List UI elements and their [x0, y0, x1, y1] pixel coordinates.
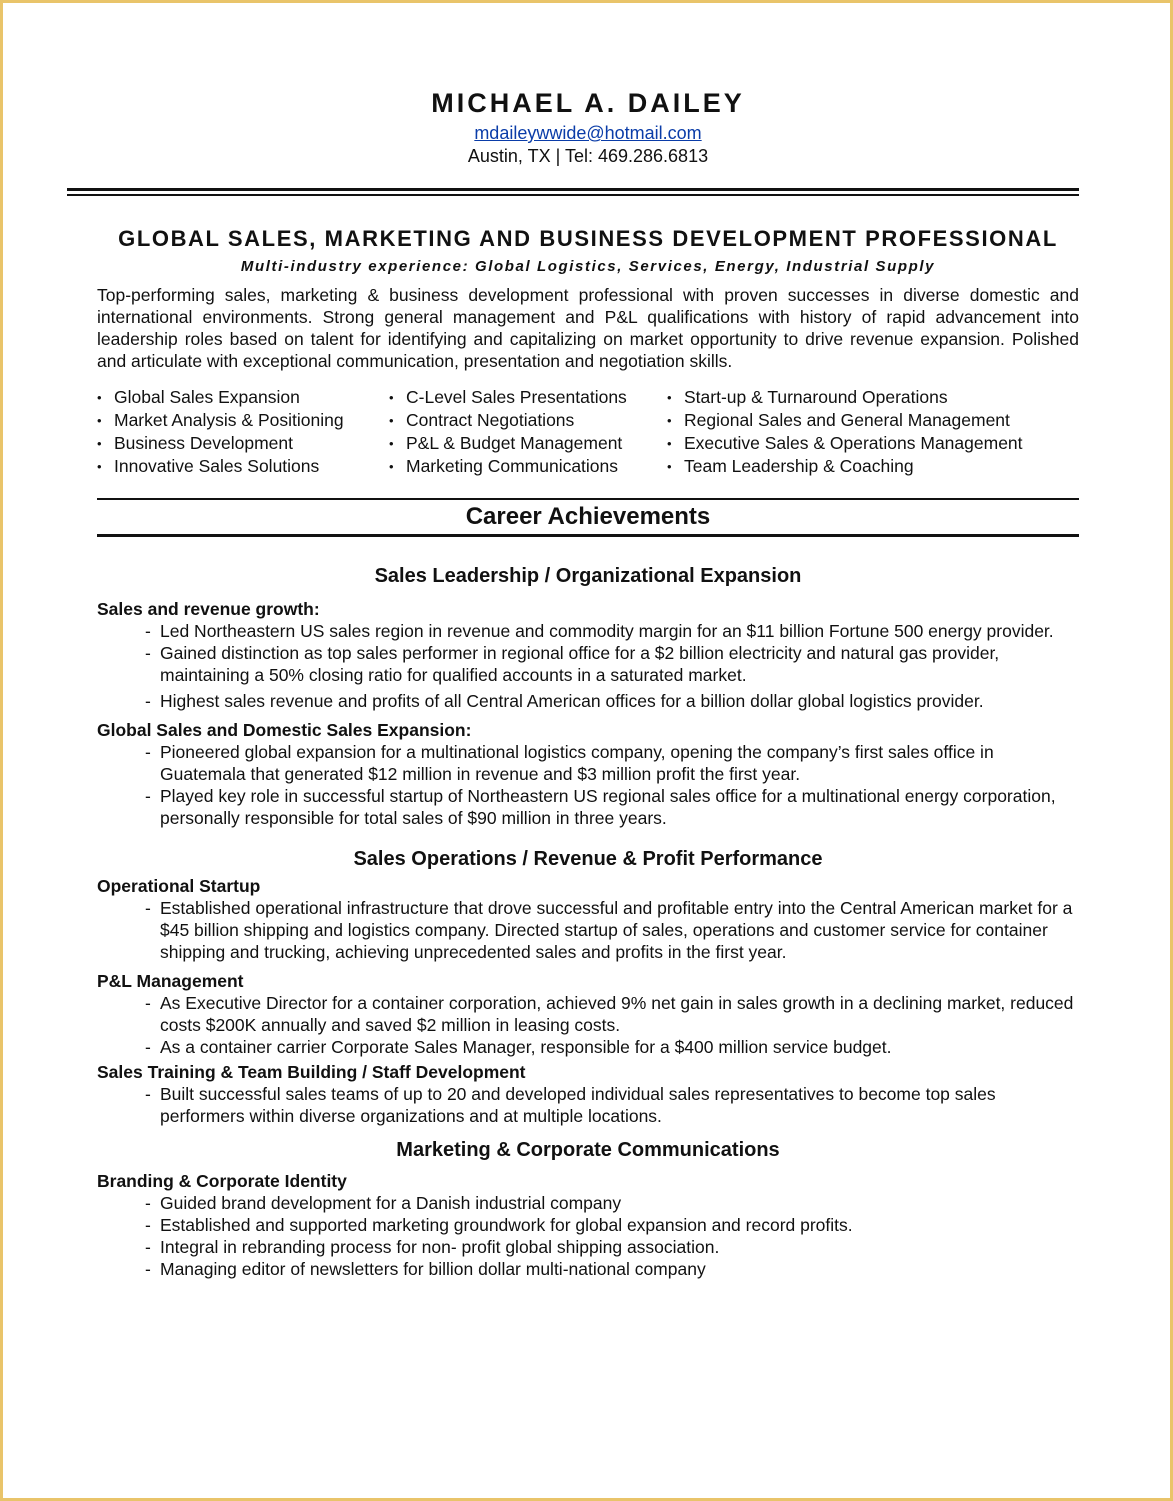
achievement-list: [97, 620, 1079, 712]
block-heading: Sales Training & Team Building / Staff Development: [97, 1062, 526, 1082]
list-item: - Pioneered global expansion for a multinational logistics company, opening the company’s first sales office in Guatemala that generated $12 million in revenue and $3 million profit the first year.: [145, 741, 1079, 785]
skill-item: • Marketing Communications: [389, 455, 667, 478]
skill-item: • Market Analysis & Positioning: [97, 409, 389, 432]
list-item: - Managing editor of newsletters for billion dollar multi-national company: [145, 1258, 1079, 1280]
list-item: - Integral in rebranding process for non- profit global shipping association.: [145, 1236, 1079, 1258]
divider-line-thin: [67, 194, 1079, 196]
skills-column-2: [389, 386, 667, 478]
list-item: - As Executive Director for a container corporation, achieved 9% net gain in sales growth in a declining market, reduced costs $200K annually and saved $2 million in leasing costs.: [145, 992, 1079, 1036]
skill-item: • C-Level Sales Presentations: [389, 386, 667, 409]
achievement-list: [97, 992, 1079, 1058]
list-item: - Highest sales revenue and profits of all Central American offices for a billion dollar global logistics provider.: [145, 690, 1079, 712]
divider-line-thick: [67, 188, 1079, 191]
list-item: - Established operational infrastructure that drove successful and profitable entry into the Central American market for a $45 billion shipping and logistics company. Directed startup of sales, operations and customer service for container shipping and trucking, achieving unprecedented sales and profits in the first year.: [145, 897, 1079, 963]
list-item: - Led Northeastern US sales region in revenue and commodity margin for an $11 billion Fortune 500 energy provider.: [145, 620, 1079, 642]
block-heading: P&L Management: [97, 971, 244, 991]
skills-grid: [97, 386, 1079, 478]
subsection-title: Sales Operations / Revenue & Profit Performance: [353, 848, 823, 870]
achievement-list: [97, 897, 1079, 963]
achievement-list: [97, 1083, 1079, 1127]
skills-column-1: [97, 386, 389, 478]
list-item: - Guided brand development for a Danish industrial company: [145, 1192, 1079, 1214]
achievement-list: [97, 1192, 1079, 1280]
career-achievements-header: [97, 498, 1079, 537]
subsection-title: Marketing & Corporate Communications: [396, 1139, 780, 1161]
block-heading: Operational Startup: [97, 876, 261, 896]
block-heading: Global Sales and Domestic Sales Expansion:: [97, 720, 472, 740]
list-item: - Gained distinction as top sales performer in regional office for a $2 billion electricity and natural gas provider, maintaining a 50% closing ratio for qualified accounts in a saturated market.: [145, 642, 1079, 686]
skill-item: • Regional Sales and General Management: [667, 409, 1079, 432]
resume-page: [97, 82, 1079, 1280]
list-item: - Established and supported marketing groundwork for global expansion and record profits.: [145, 1214, 1079, 1236]
email-link[interactable]: mdaileywwide@hotmail.com: [474, 123, 702, 143]
section-title: Career Achievements: [465, 503, 711, 530]
block-heading: Branding & Corporate Identity: [97, 1171, 347, 1191]
skill-item: • Executive Sales & Operations Management: [667, 432, 1079, 455]
candidate-name: MICHAEL A. DAILEY: [431, 88, 745, 118]
skill-item: • Team Leadership & Coaching: [667, 455, 1079, 478]
achievement-list: [97, 741, 1079, 829]
profile-subheadline: Multi-industry experience: Global Logistics, Services, Energy, Industrial Supply: [240, 258, 936, 275]
profile-summary: Top-performing sales, marketing & business development professional with proven successes in diverse domestic and international environments. Strong general management and P&L qualifications with history of rapid advancement into leadership roles based on talent for identifying and capitalizing on market opportunity to drive revenue expansion. Polished and articulate with exceptional communication, presentation and negotiation skills.: [97, 285, 1079, 371]
skill-item: • Start-up & Turnaround Operations: [667, 386, 1079, 409]
header-divider: [97, 188, 1079, 197]
skills-column-3: [667, 386, 1079, 478]
skill-item: • Contract Negotiations: [389, 409, 667, 432]
list-item: - Played key role in successful startup of Northeastern US regional sales office for a multinational energy corporation, personally responsible for total sales of $90 million in three years.: [145, 785, 1079, 829]
block-heading: Sales and revenue growth:: [97, 599, 320, 619]
skill-item: • Innovative Sales Solutions: [97, 455, 389, 478]
profile-headline: GLOBAL SALES, MARKETING AND BUSINESS DEVELOPMENT PROFESSIONAL: [118, 226, 1058, 251]
skill-item: • Global Sales Expansion: [97, 386, 389, 409]
skill-item: • P&L & Budget Management: [389, 432, 667, 455]
list-item: - Built successful sales teams of up to 20 and developed individual sales representatives to become top sales performers within diverse organizations and at multiple locations.: [145, 1083, 1079, 1127]
skill-item: • Business Development: [97, 432, 389, 455]
location-phone: Austin, TX | Tel: 469.286.6813: [467, 146, 709, 166]
subsection-title: Sales Leadership / Organizational Expansion: [374, 565, 802, 587]
list-item: - As a container carrier Corporate Sales Manager, responsible for a $400 million service budget.: [145, 1036, 1079, 1058]
